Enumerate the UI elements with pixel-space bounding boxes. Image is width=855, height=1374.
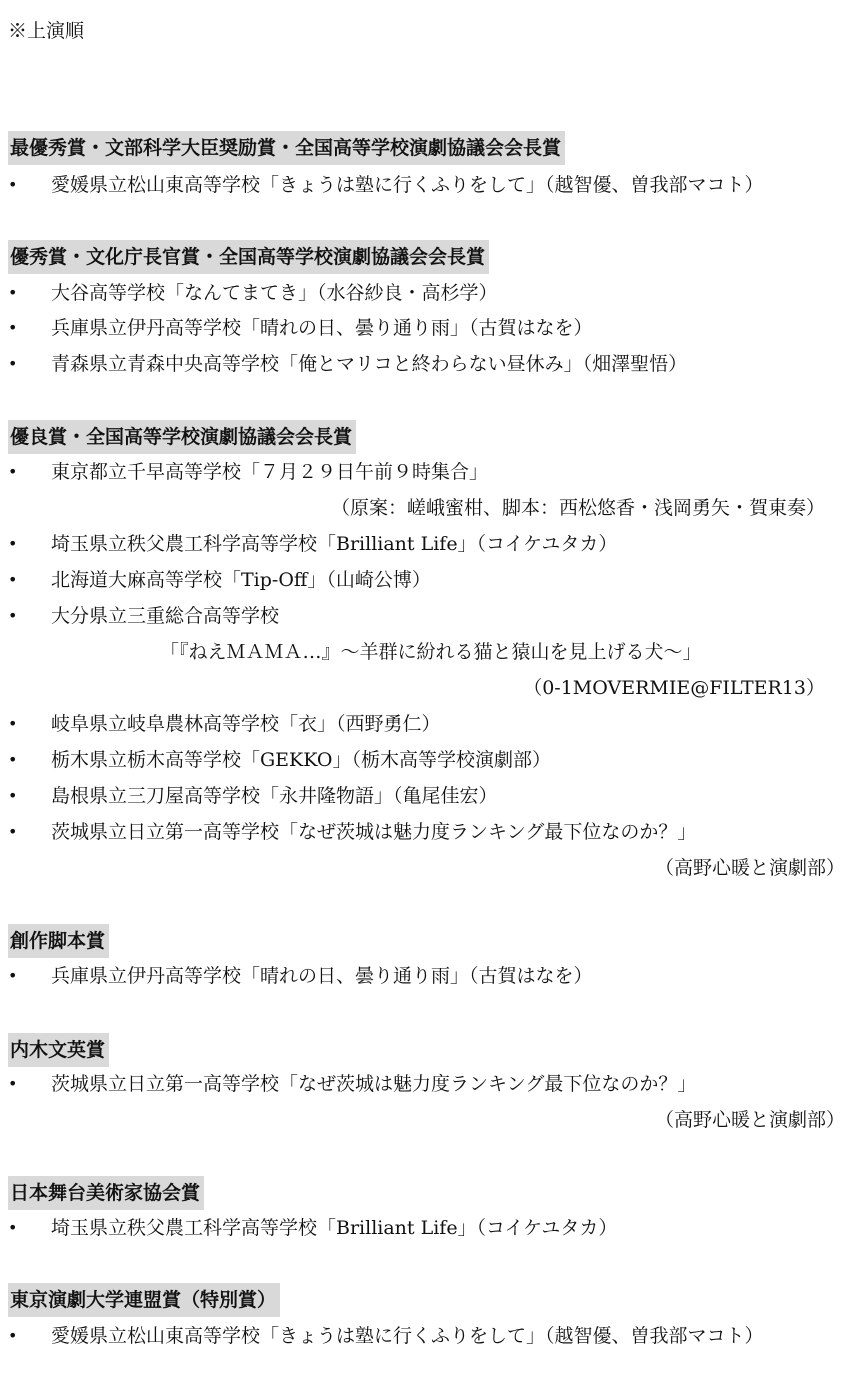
list-item-text: 愛媛県立松山東高等学校「きょうは塾に行くふりをして」（越智優、曽我部マコト）: [51, 1325, 764, 1347]
section-heading-tokyo-league-prize: 東京演劇大学連盟賞（特別賞）: [8, 1283, 280, 1317]
list-item-credit: （0-1MOVERMIE@FILTER13）: [523, 677, 825, 699]
list-item-text: 岐阜県立岐阜農林高等学校「衣」（西野勇仁）: [51, 713, 441, 735]
list-item-text: 大谷高等学校「なんてまてき」（水谷紗良・高杉学）: [51, 282, 498, 304]
performance-order-note: ※上演順: [8, 20, 85, 42]
section-heading-merit-prize: 優良賞・全国高等学校演劇協議会会長賞: [8, 420, 356, 454]
bullet-icon: •: [8, 462, 18, 481]
bullet-icon: •: [8, 714, 18, 733]
list-item-text: 兵庫県立伊丹高等学校「晴れの日、曇り通り雨」（古賀はなを）: [51, 317, 593, 339]
list-item-credit: （高野心暖と演劇部）: [654, 857, 845, 879]
list-item-text: 埼玉県立秩父農工科学高等学校「Brilliant Life」（コイケユタカ）: [51, 533, 618, 555]
list-item-credit: （原案：嵯峨蜜柑、脚本：西松悠香・浅岡勇矢・賀東奏）: [330, 497, 825, 519]
section-heading-grand-prize: 最優秀賞・文部科学大臣奨励賞・全国高等学校演劇協議会会長賞: [8, 131, 565, 165]
list-item-text: 茨城県立日立第一高等学校「なぜ茨城は魅力度ランキング最下位なのか？」: [51, 821, 697, 843]
bullet-icon: •: [8, 354, 18, 373]
section-heading-uchiki-prize: 内木文英賞: [8, 1033, 109, 1067]
list-item-text: 埼玉県立秩父農工科学高等学校「Brilliant Life」（コイケユタカ）: [51, 1217, 618, 1239]
list-item-text: 栃木県立栃木高等学校「GEKKO」（栃木高等学校演劇部）: [51, 749, 552, 771]
bullet-icon: •: [8, 175, 18, 194]
list-item-text: 愛媛県立松山東高等学校「きょうは塾に行くふりをして」（越智優、曽我部マコト）: [51, 174, 764, 196]
bullet-icon: •: [8, 318, 18, 337]
bullet-icon: •: [8, 1326, 18, 1345]
list-item-text: 北海道大麻高等学校「Tip-Off」（山崎公博）: [51, 569, 431, 591]
bullet-icon: •: [8, 606, 18, 625]
list-item-text: 島根県立三刀屋高等学校「永井隆物語」（亀尾佳宏）: [51, 785, 498, 807]
section-heading-excellence-prize: 優秀賞・文化庁長官賞・全国高等学校演劇協議会会長賞: [8, 240, 489, 274]
bullet-icon: •: [8, 534, 18, 553]
list-item-play-title: 「『ねえＭＡＭＡ…』～羊群に紛れる猫と猿山を見上げる犬～」: [160, 641, 702, 663]
section-heading-stage-art-prize: 日本舞台美術家協会賞: [8, 1176, 204, 1210]
section-heading-playwriting-prize: 創作脚本賞: [8, 924, 109, 958]
list-item-text: 茨城県立日立第一高等学校「なぜ茨城は魅力度ランキング最下位なのか？」: [51, 1073, 697, 1095]
bullet-icon: •: [8, 283, 18, 302]
bullet-icon: •: [8, 570, 18, 589]
list-item-text: 東京都立千早高等学校「７月２９日午前９時集合」: [51, 461, 489, 483]
bullet-icon: •: [8, 1074, 18, 1093]
list-item-text: 青森県立青森中央高等学校「俺とマリコと終わらない昼休み」（畑澤聖悟）: [51, 353, 688, 375]
bullet-icon: •: [8, 822, 18, 841]
list-item-text: 大分県立三重総合高等学校: [51, 605, 280, 627]
bullet-icon: •: [8, 1218, 18, 1237]
list-item-text: 兵庫県立伊丹高等学校「晴れの日、曇り通り雨」（古賀はなを）: [51, 965, 593, 987]
bullet-icon: •: [8, 786, 18, 805]
bullet-icon: •: [8, 966, 18, 985]
bullet-icon: •: [8, 750, 18, 769]
list-item-credit: （高野心暖と演劇部）: [654, 1109, 845, 1131]
